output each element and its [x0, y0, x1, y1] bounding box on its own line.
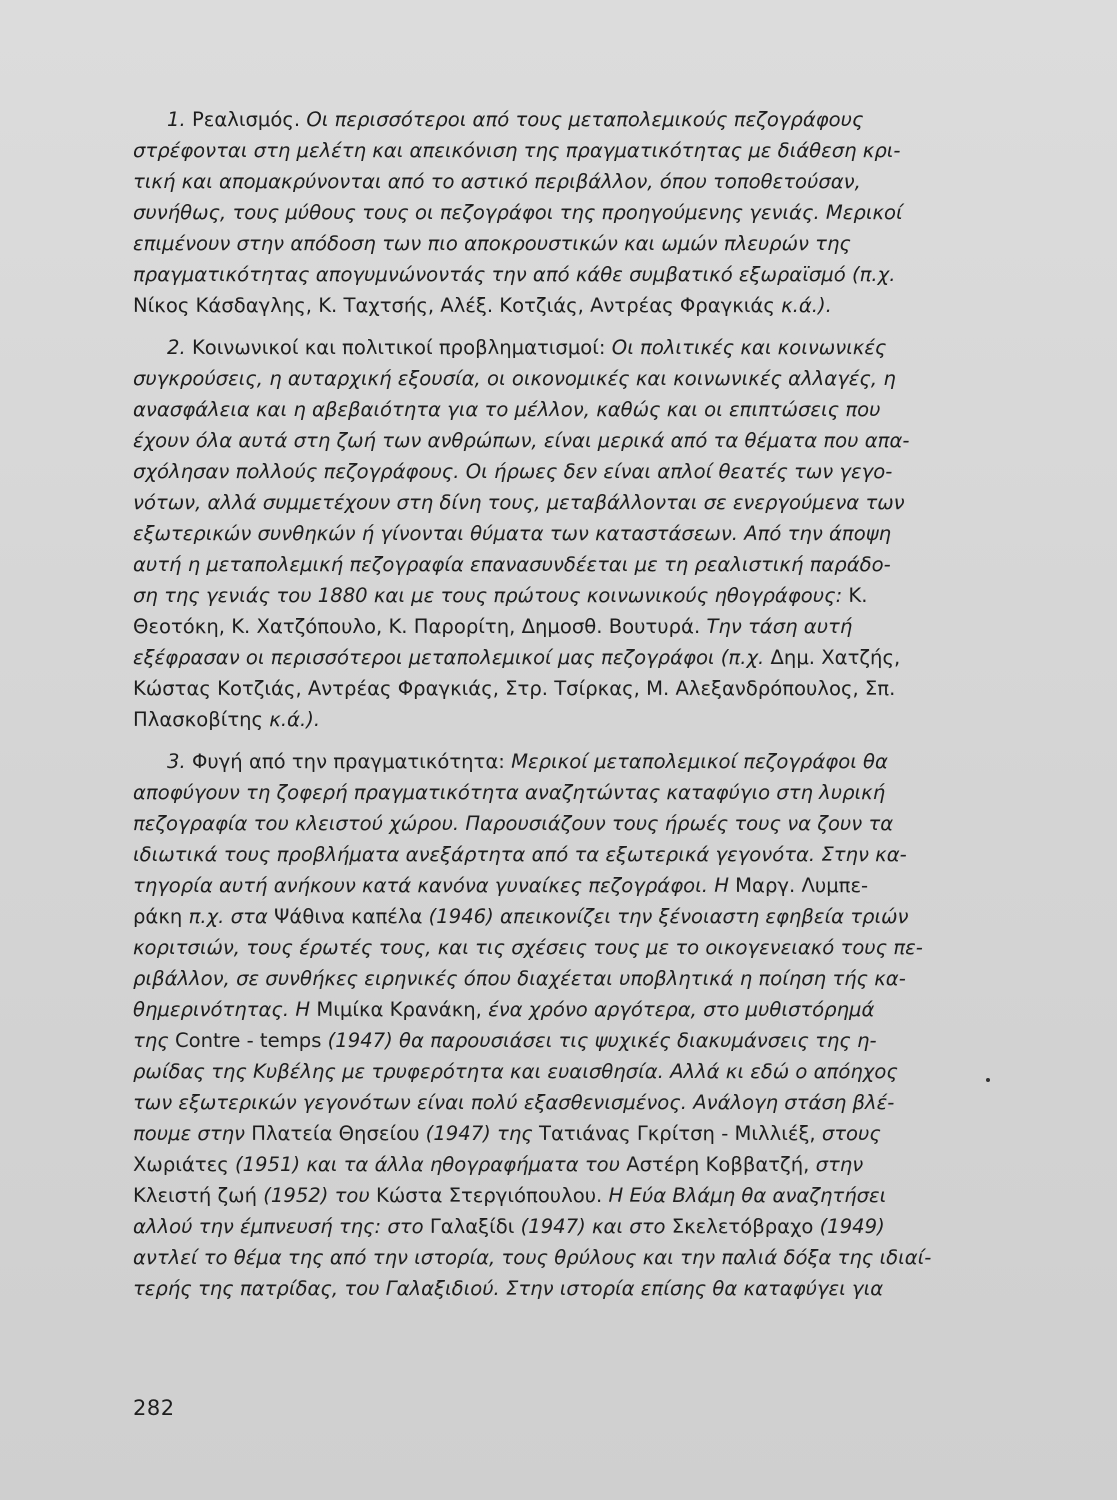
text-run: Κοινωνικοί και πολιτικοί προβληματισμοί:: [191, 336, 612, 359]
text-run: Κώστας Κοτζιάς, Αντρέας Φραγκιάς, Στρ. Τσίρκας, Μ. Αλεξανδρόπουλος, Σπ.: [133, 677, 896, 700]
text-run: Νίκος Κάσδαγλης, Κ. Ταχτσής, Αλέξ. Κοτζιάς, Αντρέας Φραγκιάς: [133, 294, 782, 317]
page-number: 282: [133, 1396, 175, 1420]
text-run: (1947) θα παρουσιάσει τις ψυχικές διακυμάνσεις της η-: [327, 1029, 877, 1052]
text-run: τηγορία αυτή ανήκουν κατά κανόνα γυναίκες πεζογράφοι. Η: [133, 874, 736, 897]
text-run: π.χ. στα: [188, 905, 274, 928]
paragraph-1: [133, 104, 967, 321]
text-line: [133, 166, 967, 197]
text-line: [133, 994, 967, 1025]
text-run: Αστέρη Κοββατζή,: [626, 1153, 816, 1176]
paragraph-3: [133, 746, 967, 1304]
text-run: ανασφάλεια και η αβεβαιότητα για το μέλλον, καθώς και οι επιπτώσεις που: [133, 398, 881, 421]
text-run: (1947) και στο: [520, 1215, 672, 1238]
text-run: ράκη: [133, 905, 189, 928]
text-run: επιμένουν στην απόδοση των πιο αποκρουστικών και ωμών πλευρών της: [133, 232, 851, 255]
text-run: Θεοτόκη, Κ. Χατζόπουλο, Κ. Παρορίτη, Δημοσθ. Βουτυρά.: [133, 615, 707, 638]
text-run: συγκρούσεις, η αυταρχική εξουσία, οι οικονομικές και κοινωνικές αλλαγές, η: [133, 367, 896, 390]
text-line: [133, 363, 967, 394]
text-run: αυτή η μεταπολεμική πεζογραφία επανασυνδέεται με τη ρεαλιστική παράδο-: [133, 553, 891, 576]
text-run: 1.: [167, 108, 192, 131]
text-run: Δημ. Χατζής,: [770, 646, 901, 669]
text-run: (1951) και τα άλλα ηθογραφήματα του: [234, 1153, 627, 1176]
text-run: Οι πολιτικές και κοινωνικές: [611, 336, 887, 359]
text-run: Πλασκοβίτης: [133, 708, 270, 731]
text-line: [133, 197, 967, 228]
text-line: [133, 1056, 967, 1087]
text-run: ένα χρόνο αργότερα, στο μυθιστόρημά: [488, 998, 875, 1021]
text-run: Κλειστή ζωή: [133, 1184, 264, 1207]
text-run: στρέφονται στη μελέτη και απεικόνιση της πραγματικότητας με διάθεση κρι-: [133, 139, 901, 162]
text-run: (1949): [819, 1215, 885, 1238]
text-run: Κ.: [848, 584, 868, 607]
text-run: πεζογραφία του κλειστού χώρου. Παρουσιάζουν τους ήρωές τους να ζουν τα: [133, 812, 894, 835]
text-run: αποφύγουν τη ζοφερή πραγματικότητα αναζητώντας καταφύγιο στη λυρική: [133, 781, 886, 804]
text-run: (1947) της: [425, 1122, 539, 1145]
text-line: [133, 1025, 967, 1056]
text-run: κ.ά.).: [269, 708, 321, 731]
text-run: πουμε στην: [133, 1122, 252, 1145]
text-run: Κώστα Στεργιόπουλου.: [375, 1184, 609, 1207]
text-run: Χωριάτες: [133, 1153, 235, 1176]
text-line: [133, 808, 967, 839]
text-line: [133, 332, 967, 363]
text-run: πραγματικότητας απογυμνώνοντάς την από κάθε συμβατικό εξωραϊσμό (π.χ.: [133, 263, 896, 286]
text-run: στους: [821, 1122, 881, 1145]
page-body: [133, 104, 967, 1315]
text-run: κ.ά.).: [781, 294, 832, 317]
text-run: συνήθως, τους μύθους τους οι πεζογράφοι της προηγούμενης γενιάς. Μερικοί: [133, 201, 903, 224]
text-line: [133, 839, 967, 870]
text-line: [133, 456, 967, 487]
text-line: [133, 580, 967, 611]
text-run: ρωίδας της Κυβέλης με τρυφερότητα και ευαισθησία. Αλλά κι εδώ ο απόηχος: [133, 1060, 898, 1083]
text-run: αντλεί το θέμα της από την ιστορία, τους θρύλους και την παλιά δόξα της ιδιαί-: [133, 1246, 932, 1269]
text-line: [133, 1180, 967, 1211]
text-line: [133, 704, 967, 735]
text-run: ση της γενιάς του 1880 και με τους πρώτους κοινωνικούς ηθογράφους:: [133, 584, 849, 607]
text-run: έχουν όλα αυτά στη ζωή των ανθρώπων, είναι μερικά από τα θέματα που απα-: [133, 429, 910, 452]
text-line: [133, 228, 967, 259]
text-run: στην: [815, 1153, 864, 1176]
text-line: [133, 549, 967, 580]
text-run: Οι περισσότεροι από τους μεταπολεμικούς πεζογράφους: [306, 108, 864, 131]
text-line: [133, 394, 967, 425]
text-line: [133, 1242, 967, 1273]
text-run: (1952) του: [263, 1184, 376, 1207]
text-run: Γαλαξίδι: [429, 1215, 521, 1238]
text-line: [133, 963, 967, 994]
text-run: εξωτερικών συνθηκών ή γίνονται θύματα των καταστάσεων. Από την άποψη: [133, 522, 892, 545]
text-run: Μιμίκα Κρανάκη,: [316, 998, 489, 1021]
text-line: [133, 611, 967, 642]
text-line: [133, 746, 967, 777]
text-line: [133, 1273, 967, 1304]
text-line: [133, 1149, 967, 1180]
text-run: νότων, αλλά συμμετέχουν στη δίνη τους, μεταβάλλονται σε ενεργούμενα των: [133, 491, 905, 514]
text-run: των εξωτερικών γεγονότων είναι πολύ εξασθενισμένος. Ανάλογη στάση βλέ-: [133, 1091, 895, 1114]
text-run: της: [133, 1029, 175, 1052]
text-run: εξέφρασαν οι περισσότεροι μεταπολεμικοί μας πεζογράφοι (π.χ.: [133, 646, 771, 669]
text-run: Τατιάνας Γκρίτση - Μιλλιέξ,: [539, 1122, 822, 1145]
text-run: θημερινότητας. Η: [133, 998, 317, 1021]
text-line: [133, 901, 967, 932]
text-run: Μαργ. Λυμπε-: [735, 874, 869, 897]
text-run: Σκελετόβραχο: [671, 1215, 820, 1238]
text-line: [133, 104, 967, 135]
text-line: [133, 673, 967, 704]
text-run: ιδιωτικά τους προβλήματα ανεξάρτητα από τα εξωτερικά γεγονότα. Στην κα-: [133, 843, 907, 866]
text-run: αλλού την έμπνευσή της: στο: [133, 1215, 430, 1238]
text-run: Φυγή από την πραγματικότητα:: [191, 750, 512, 773]
text-run: τερής της πατρίδας, του Γαλαξιδιού. Στην ιστορία επίσης θα καταφύγει για: [133, 1277, 884, 1300]
text-line: [133, 642, 967, 673]
text-line: [133, 1211, 967, 1242]
text-line: [133, 135, 967, 166]
text-run: ριβάλλον, σε συνθήκες ειρηνικές όπου διαχέεται υποβλητικά η ποίηση τής κα-: [133, 967, 906, 990]
text-run: 2.: [167, 336, 192, 359]
text-line: [133, 1087, 967, 1118]
text-run: Ρεαλισμός.: [191, 108, 307, 131]
text-run: (1946) απεικονίζει την ξένοιαστη εφηβεία τριών: [428, 905, 909, 928]
text-run: Η Εύα Βλάμη θα αναζητήσει: [608, 1184, 887, 1207]
text-run: Ψάθινα καπέλα: [274, 905, 429, 928]
text-line: [133, 518, 967, 549]
text-run: σχόλησαν πολλούς πεζογράφους. Οι ήρωες δεν είναι απλοί θεατές των γεγο-: [133, 460, 893, 483]
text-line: [133, 777, 967, 808]
text-run: Την τάση αυτή: [706, 615, 853, 638]
text-run: 3.: [167, 750, 192, 773]
text-line: [133, 870, 967, 901]
text-line: [133, 425, 967, 456]
text-line: [133, 932, 967, 963]
text-run: Πλατεία Θησείου: [251, 1122, 426, 1145]
paragraph-2: [133, 332, 967, 735]
text-line: [133, 290, 967, 321]
text-line: [133, 1118, 967, 1149]
text-line: [133, 487, 967, 518]
text-run: Μερικοί μεταπολεμικοί πεζογράφοι θα: [511, 750, 888, 773]
print-speck: [986, 1078, 990, 1082]
text-run: τική και απομακρύνονται από το αστικό περιβάλλον, όπου τοποθετούσαν,: [133, 170, 861, 193]
text-run: Contre - temps: [174, 1029, 328, 1052]
text-run: κοριτσιών, τους έρωτές τους, και τις σχέσεις τους με το οικογενειακό τους πε-: [133, 936, 923, 959]
text-line: [133, 259, 967, 290]
